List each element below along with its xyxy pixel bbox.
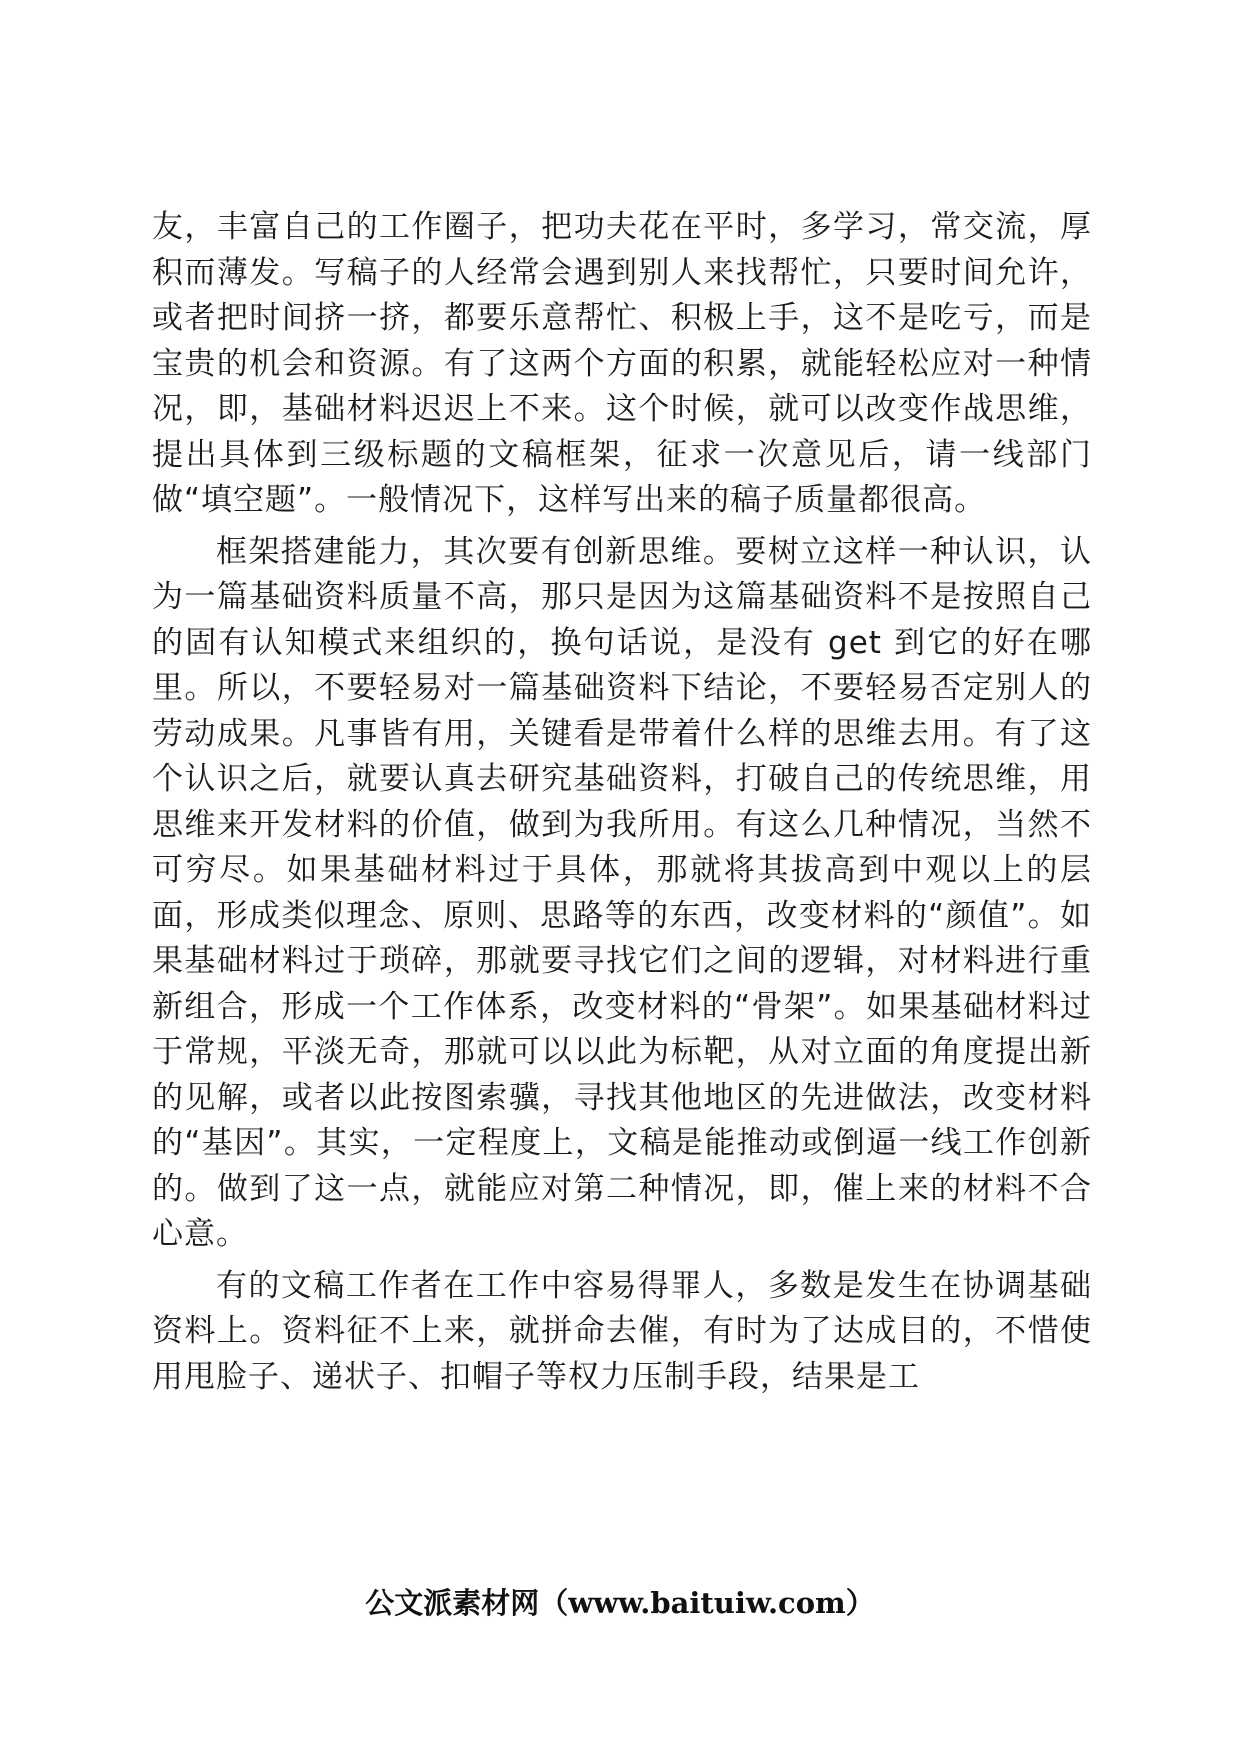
paragraph: 有的文稿工作者在工作中容易得罪人，多数是发生在协调基础资料上。资料征不上来，就拼命去催，有时为了达成目的，不惜使用甩脸子、递状子、扣帽子等权力压制手段，结果是工 bbox=[152, 1267, 1092, 1395]
paragraph: 框架搭建能力，其次要有创新思维。要树立这样一种认识，认为一篇基础资料质量不高，那只是因为这篇基础资料不是按照自己的固有认知模式来组织的，换句话说，是没有 get 到它的好在哪里。所以，不要轻易对一篇基础资料下结论，不要轻易否定别人的劳动成果。凡事皆有用，关键看是带着什么样的思维去用。有了这个认识之后，就要认真去研究基础资料，打破自己的传统思维，用思维来开发材料的价值，做到为我所用。有这么几种情况，当然不可穷尽。如果基础材料过于具体，那就将其拔高到中观以上的层面，形成类似理念、原则、思路等的东西，改变材料的“颜值”。如果基础材料过于琐碎，那就要寻找它们之间的逻辑，对材料进行重新组合，形成一个工作体系，改变材料的“骨架”。如果基础材料过于常规，平淡无奇，那就可以以此为标靶，从对立面的角度提出新的见解，或者以此按图索骥，寻找其他地区的先进做法，改变材料的“基因”。其实，一定程度上，文稿是能推动或倒逼一线工作创新的。做到了这一点，就能应对第二种情况，即，催上来的材料不合心意。 bbox=[152, 533, 1092, 1252]
footer-watermark: 公文派素材网（www.baituiw.com） bbox=[365, 1586, 875, 1620]
paragraph: 友，丰富自己的工作圈子，把功夫花在平时，多学习，常交流，厚积而薄发。写稿子的人经常会遇到别人来找帮忙，只要时间允许，或者把时间挤一挤，都要乐意帮忙、积极上手，这不是吃亏，而是宝贵的机会和资源。有了这两个方面的积累，就能轻松应对一种情况，即，基础材料迟迟上不来。这个时候，就可以改变作战思维，提出具体到三级标题的文稿框架，征求一次意见后，请一线部门做“填空题”。一般情况下，这样写出来的稿子质量都很高。 bbox=[152, 209, 1092, 518]
body-text bbox=[152, 205, 1092, 1406]
